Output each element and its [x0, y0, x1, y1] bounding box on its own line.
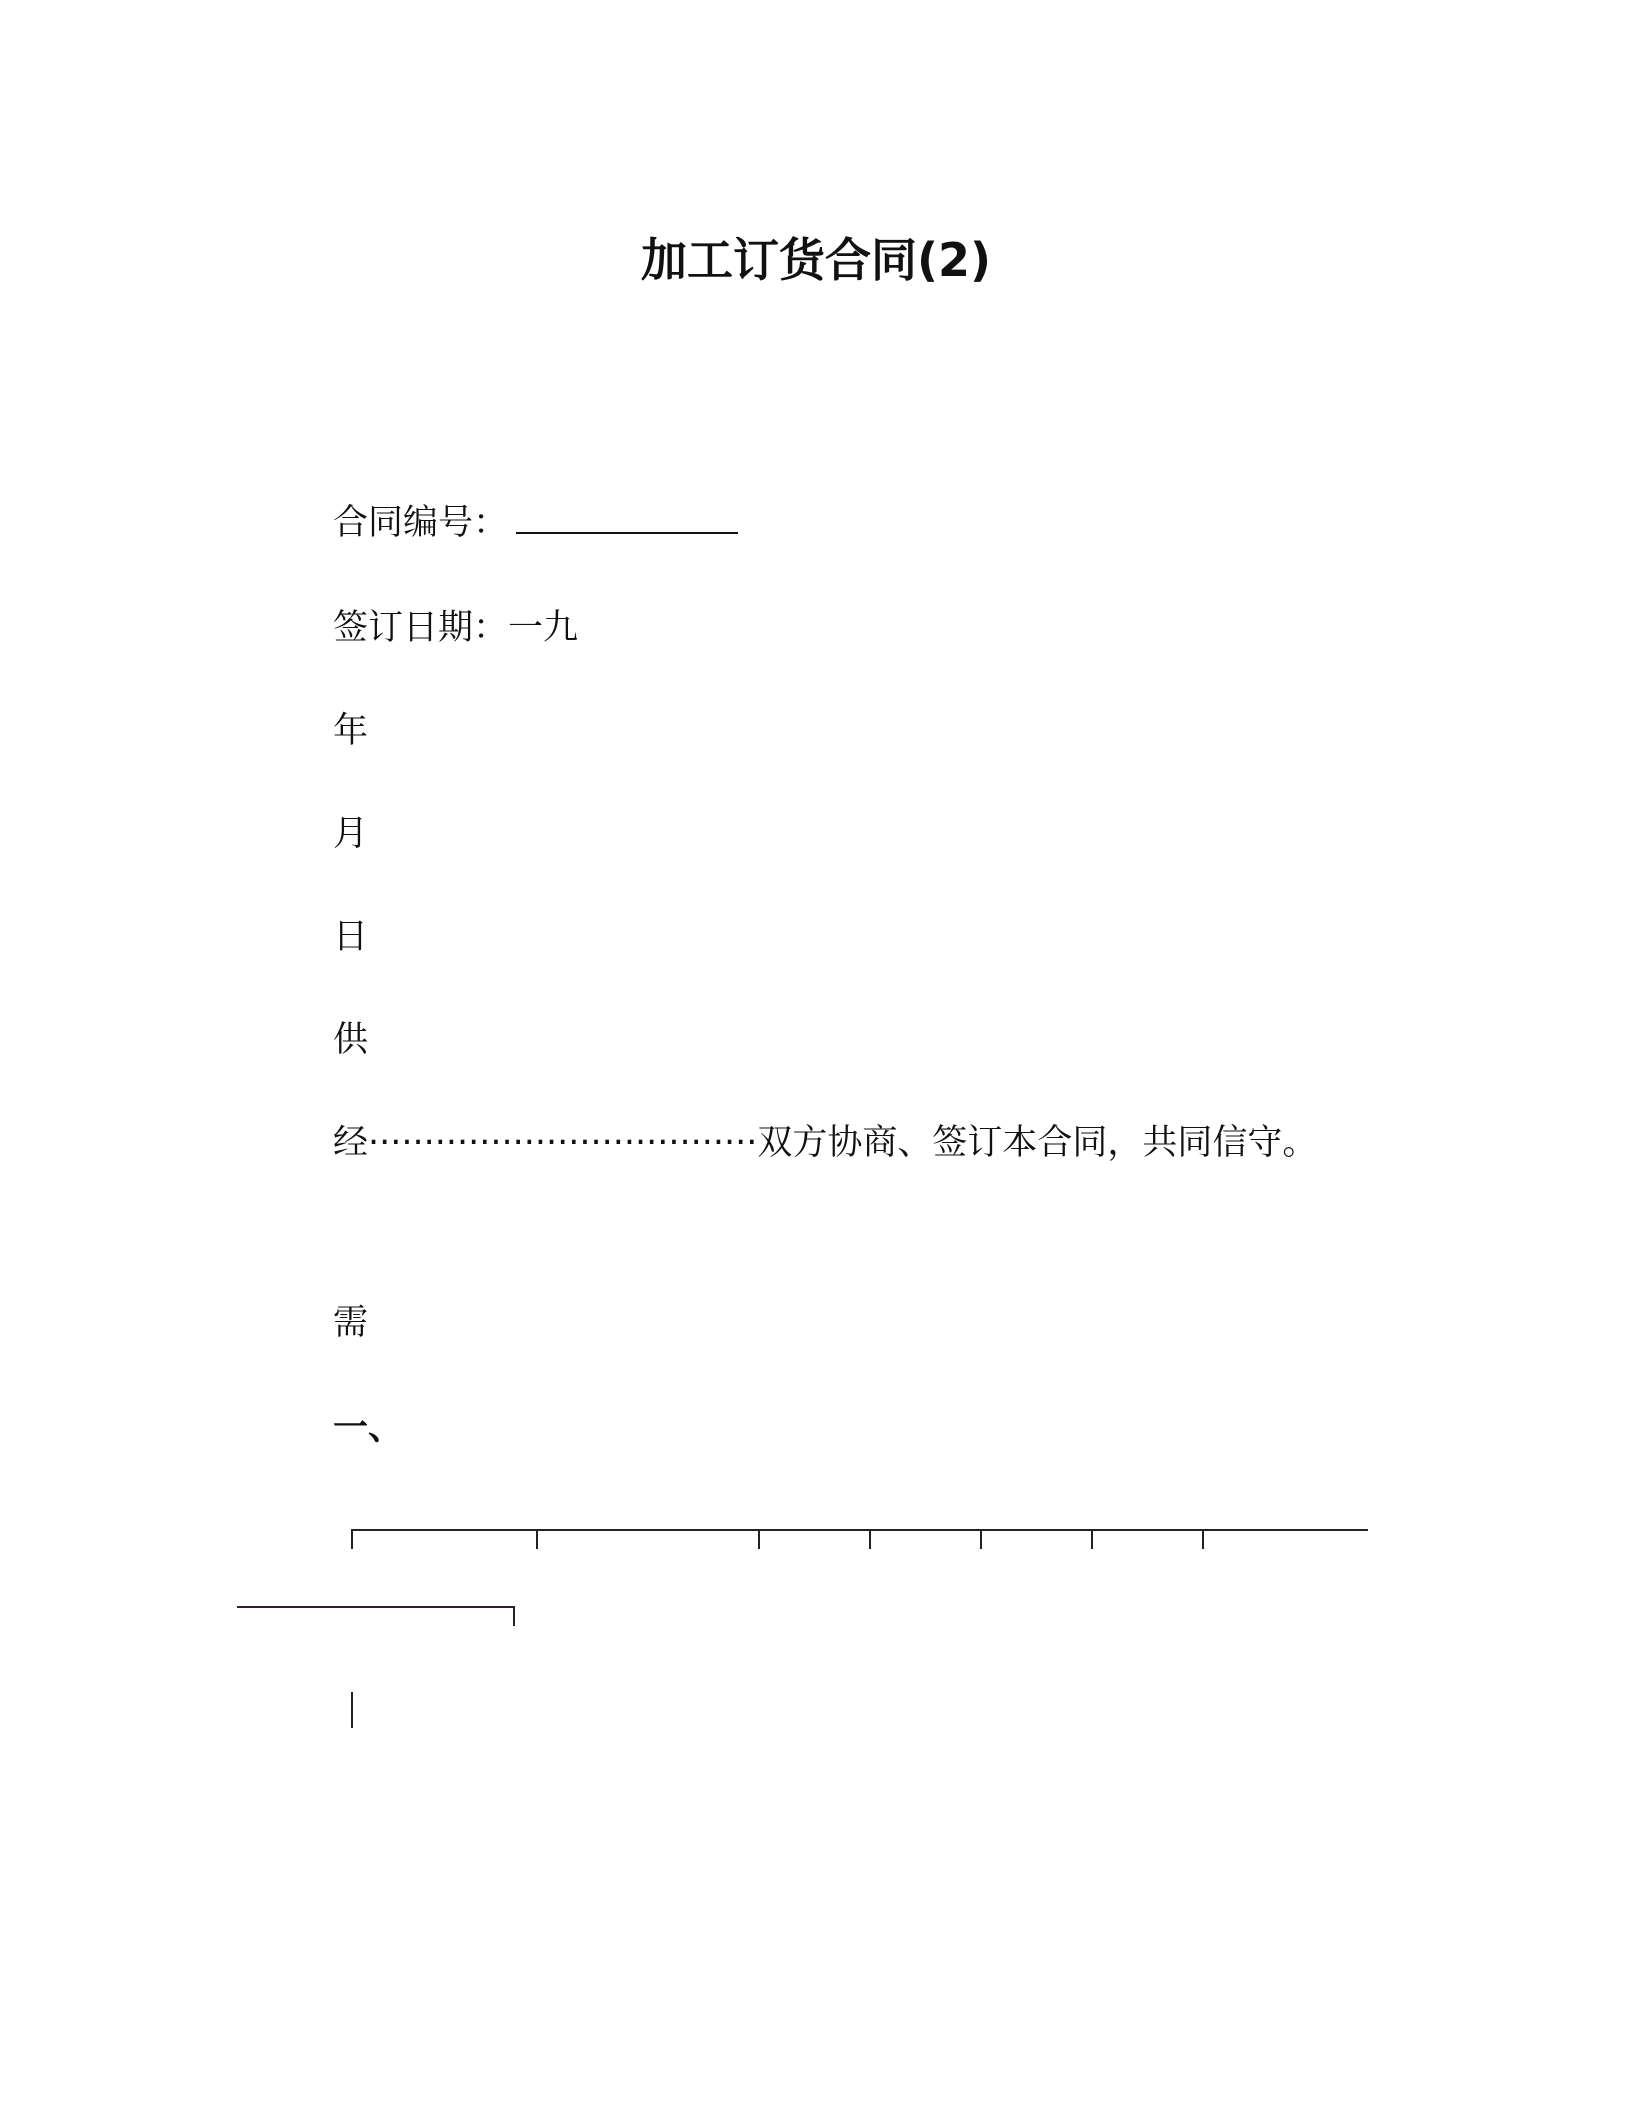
supplier-label: 供 — [333, 1020, 369, 1060]
table-tick — [869, 1529, 871, 1549]
day-label: 日 — [333, 917, 369, 957]
table-tick — [351, 1529, 353, 1549]
contract-number-label: 合同编号： — [333, 503, 509, 543]
table-cell-border — [351, 1692, 353, 1728]
sign-date-label: 签订日期：一九 — [333, 608, 579, 648]
table-top-rule — [351, 1529, 1368, 1531]
agreement-prefix: 经 — [333, 1123, 369, 1163]
agreement-text: 双方协商、签订本合同，共同信守。 — [757, 1123, 1318, 1163]
agreement-dots: ··································· — [368, 1123, 758, 1163]
table-tick — [1202, 1529, 1204, 1549]
table-second-rule — [237, 1606, 515, 1608]
section-one-heading: 一、 — [333, 1408, 404, 1448]
document-title: 加工订货合同(2) — [640, 233, 992, 287]
table-tick — [513, 1606, 515, 1626]
contract-number-line — [333, 495, 738, 545]
table-tick — [536, 1529, 538, 1549]
contract-number-blank[interactable] — [516, 502, 738, 534]
month-label: 月 — [333, 814, 369, 854]
table-tick — [758, 1529, 760, 1549]
agreement-line — [333, 1115, 1317, 1165]
demander-label: 需 — [333, 1303, 369, 1343]
table-tick — [980, 1529, 982, 1549]
table-tick — [1091, 1529, 1093, 1549]
year-label: 年 — [333, 711, 369, 751]
